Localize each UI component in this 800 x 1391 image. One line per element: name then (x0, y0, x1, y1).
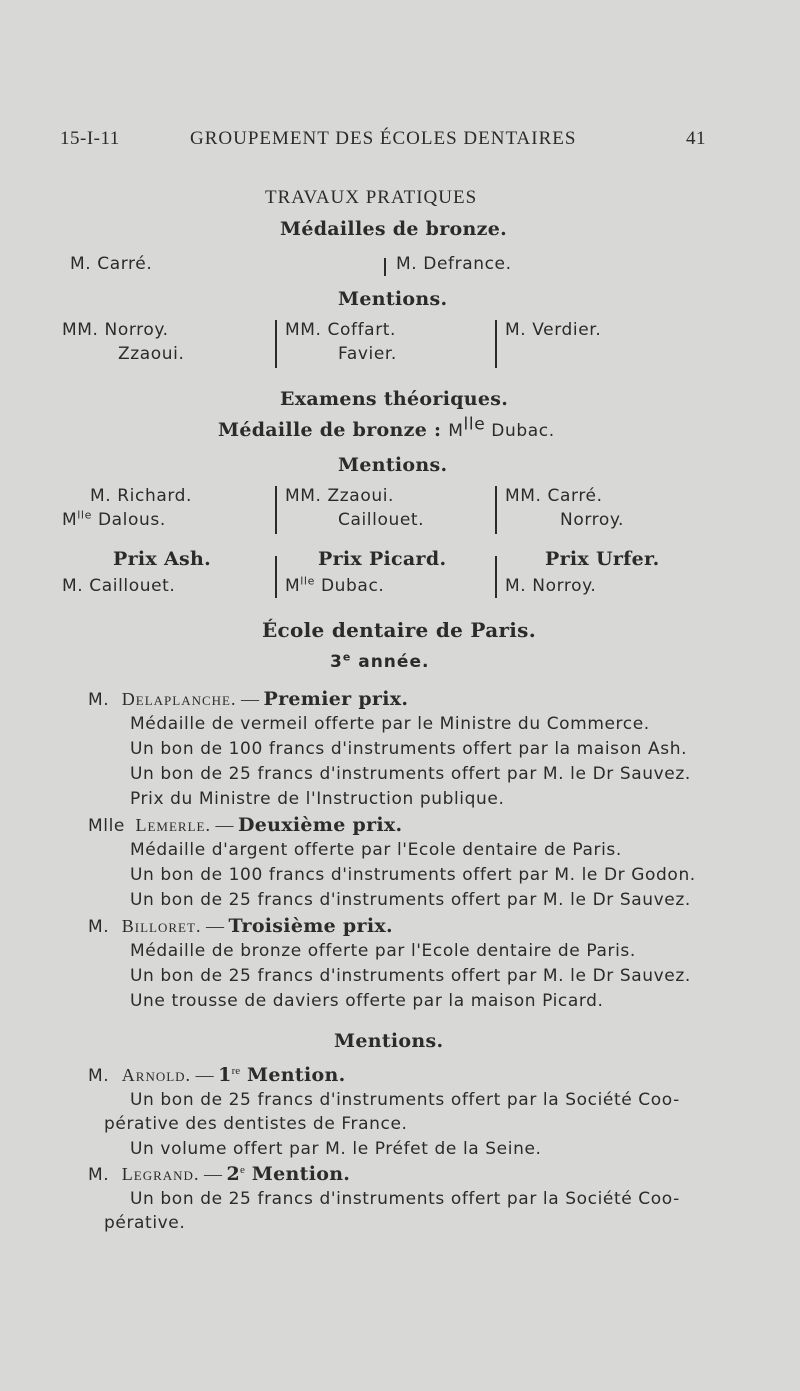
prix-picard-prefix: M (285, 576, 301, 596)
mentions-heading: Mentions. (338, 288, 448, 310)
prix-picard-sup: lle (300, 574, 315, 588)
examens-medaille-name: Dubac. (485, 421, 555, 441)
laureat-1-detail: Prix du Ministre de l'Instruction publique. (130, 789, 505, 809)
laureat-3-line (88, 915, 393, 937)
legrand-dash: — (199, 1164, 227, 1184)
laureat-2-name: Lemerle. (135, 815, 211, 835)
mentions-col1-line1: MM. Norroy. (62, 320, 169, 340)
prix-ash-title: Prix Ash. (113, 548, 212, 570)
legrand-detail: pérative. (104, 1213, 186, 1233)
column-divider (495, 556, 497, 598)
arnold-sup: re (231, 1065, 241, 1077)
column-divider (495, 320, 497, 368)
laureat-2-detail: Un bon de 100 francs d'instruments offert par M. le Dr Godon. (130, 865, 696, 885)
laureat-2-dash: — (210, 815, 238, 835)
examens-col1-sup: lle (77, 508, 92, 522)
examens-medaille-label: Médaille de bronze : (218, 419, 449, 441)
ecole-heading: École dentaire de Paris. (262, 618, 537, 642)
laureat-2-prize: Deuxième prix. (237, 814, 403, 836)
laureat-1-line (88, 688, 408, 710)
arnold-detail: pérative des dentistes de France. (104, 1114, 408, 1134)
prix-picard-person: Dubac. (314, 576, 385, 596)
prix-urfer-title: Prix Urfer. (545, 548, 660, 570)
annee-text: année. (351, 652, 430, 672)
mentions-col3-line1: M. Verdier. (505, 320, 602, 340)
laureat-1-detail: Médaille de vermeil offerte par le Ministre du Commerce. (130, 714, 650, 734)
examens-col1-name: Dalous. (91, 510, 166, 530)
examens-heading: Examens théoriques. (280, 388, 509, 410)
column-divider (384, 258, 386, 276)
examens-col1-prefix: M (62, 510, 78, 530)
mentions-col1-line2: Zzaoui. (118, 344, 185, 364)
examens-col3-line2: Norroy. (560, 510, 625, 530)
annee-heading (330, 652, 429, 672)
laureat-1-dash: — (236, 689, 264, 709)
legrand-prefix: M. (88, 1165, 110, 1185)
legrand-name: Legrand. (121, 1164, 200, 1184)
examens-col3-line1: MM. Carré. (505, 486, 603, 506)
column-divider (495, 486, 497, 534)
legrand-line (88, 1163, 350, 1185)
arnold-prefix: M. (88, 1066, 110, 1086)
legrand-sup: e (239, 1164, 245, 1176)
laureat-1-name: Delaplanche. (121, 689, 237, 709)
annee-num: 3 (330, 652, 343, 672)
prix-urfer-name: M. Norroy. (505, 576, 597, 596)
arnold-detail: Un bon de 25 francs d'instruments offert par la Société Coo- (130, 1090, 680, 1110)
legrand-prize: Mention. (244, 1163, 351, 1185)
laureat-2-line (88, 814, 402, 836)
legrand-detail: Un bon de 25 francs d'instruments offert par la Société Coo- (130, 1189, 680, 1209)
examens-col1-line1: M. Richard. (90, 486, 193, 506)
medailles-bronze-heading: Médailles de bronze. (280, 218, 508, 240)
arnold-detail: Un volume offert par M. le Préfet de la Seine. (130, 1139, 542, 1159)
laureat-1-prefix: M. (88, 690, 110, 710)
prix-picard-name (285, 576, 384, 596)
laureat-1-detail: Un bon de 100 francs d'instruments offert par la maison Ash. (130, 739, 688, 759)
arnold-line (88, 1064, 346, 1086)
laureat-2-detail: Un bon de 25 francs d'instruments offert par M. le Dr Sauvez. (130, 890, 691, 910)
laureat-3-detail: Une trousse de daviers offerte par la maison Picard. (130, 991, 604, 1011)
mentions-col2-line2: Favier. (338, 344, 397, 364)
arnold-dash: — (191, 1065, 219, 1085)
laureat-1-prize: Premier prix. (263, 688, 409, 710)
laureat-3-prize: Troisième prix. (228, 915, 393, 937)
medaille-right-name: M. Defrance. (396, 254, 512, 274)
laureat-3-name: Billoret. (121, 916, 202, 936)
laureat-3-prefix: M. (88, 917, 110, 937)
arnold-num: 1 (218, 1064, 232, 1086)
examens-col1-line2 (62, 510, 166, 530)
mentions2-heading: Mentions. (334, 1030, 444, 1052)
arnold-name: Arnold. (121, 1065, 192, 1085)
legrand-num: 2 (226, 1163, 240, 1185)
laureat-3-detail: Un bon de 25 francs d'instruments offert par M. le Dr Sauvez. (130, 966, 691, 986)
annee-sup: e (342, 650, 352, 664)
column-divider (275, 320, 277, 368)
examens-medaille-sup: lle (463, 414, 486, 435)
laureat-3-dash: — (201, 916, 229, 936)
examens-mentions-heading: Mentions. (338, 454, 448, 476)
page-number: 41 (686, 128, 706, 149)
examens-medaille-line (218, 414, 555, 441)
laureat-3-detail: Médaille de bronze offerte par l'Ecole dentaire de Paris. (130, 941, 636, 961)
column-divider (275, 556, 277, 598)
arnold-prize: Mention. (240, 1064, 346, 1086)
header-title: GROUPEMENT DES ÉCOLES DENTAIRES (190, 128, 577, 149)
prix-picard-title: Prix Picard. (318, 548, 447, 570)
examens-medaille-prefix: M (448, 421, 464, 441)
column-divider (275, 486, 277, 534)
travaux-heading: TRAVAUX PRATIQUES (265, 187, 478, 208)
prix-ash-name: M. Caillouet. (62, 576, 176, 596)
examens-col2-line2: Caillouet. (338, 510, 425, 530)
laureat-2-detail: Médaille d'argent offerte par l'Ecole dentaire de Paris. (130, 840, 622, 860)
laureat-1-detail: Un bon de 25 francs d'instruments offert par M. le Dr Sauvez. (130, 764, 691, 784)
medaille-left-name: M. Carré. (70, 254, 153, 274)
examens-col2-line1: MM. Zzaoui. (285, 486, 395, 506)
mentions-col2-line1: MM. Coffart. (285, 320, 397, 340)
header-left: 15-I-11 (60, 128, 120, 149)
laureat-2-prefix: Mlle (88, 816, 125, 836)
